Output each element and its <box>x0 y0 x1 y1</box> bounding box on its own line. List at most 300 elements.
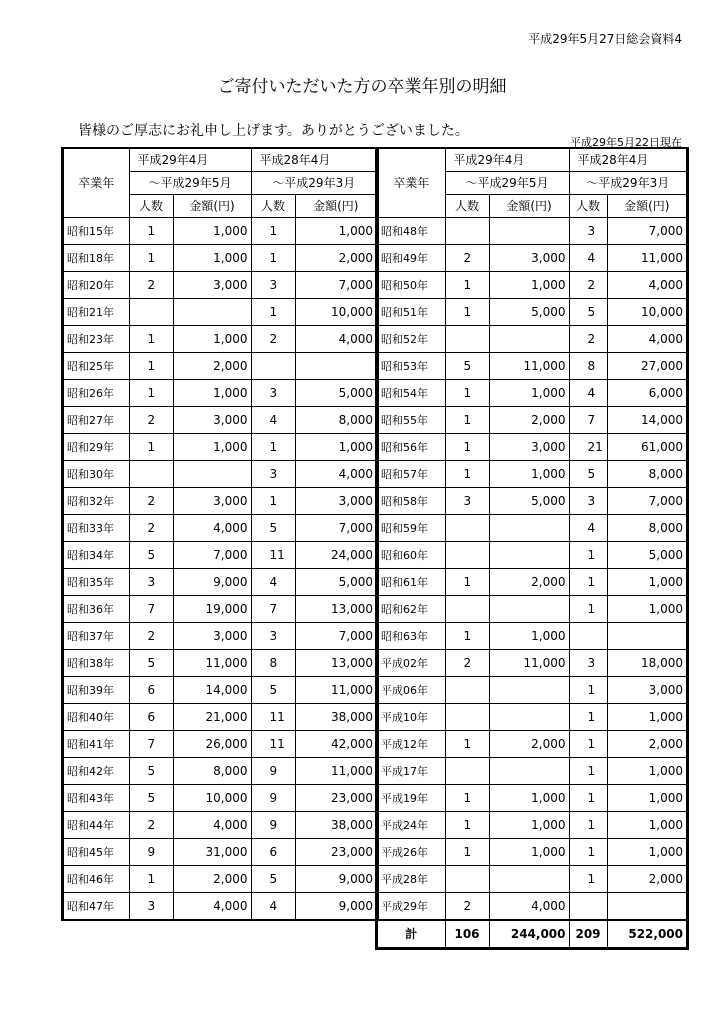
amount-a-cell: 1,000 <box>489 380 569 407</box>
amount-a-cell <box>173 299 251 326</box>
amount-a-cell: 10,000 <box>173 785 251 812</box>
table-row <box>377 272 687 299</box>
year-cell: 昭和33年 <box>63 515 129 542</box>
amount-b-cell: 18,000 <box>607 650 687 677</box>
people-b-cell <box>251 353 295 380</box>
table-row <box>63 542 377 569</box>
people-b-cell: 7 <box>251 596 295 623</box>
people-a-cell <box>129 299 173 326</box>
amount-a-cell <box>489 758 569 785</box>
amount-a-cell: 2,000 <box>489 731 569 758</box>
header-period-a-bottom: ～平成29年5月 <box>129 172 251 195</box>
people-b-cell: 4 <box>569 245 607 272</box>
year-cell: 昭和32年 <box>63 488 129 515</box>
table-row <box>377 758 687 785</box>
people-a-cell: 3 <box>129 893 173 920</box>
amount-a-cell: 3,000 <box>173 272 251 299</box>
year-cell: 平成02年 <box>377 650 445 677</box>
year-cell: 平成17年 <box>377 758 445 785</box>
year-cell: 昭和34年 <box>63 542 129 569</box>
amount-b-cell: 11,000 <box>607 245 687 272</box>
table-row <box>63 272 377 299</box>
amount-a-cell <box>173 461 251 488</box>
table-row <box>377 353 687 380</box>
amount-b-cell: 1,000 <box>607 812 687 839</box>
total-amount-b: 522,000 <box>607 920 687 948</box>
year-cell: 昭和44年 <box>63 812 129 839</box>
year-cell: 昭和29年 <box>63 434 129 461</box>
year-cell: 昭和49年 <box>377 245 445 272</box>
people-b-cell: 11 <box>251 542 295 569</box>
year-cell: 平成28年 <box>377 866 445 893</box>
page-title: ご寄付いただいた方の卒業年別の明細 <box>217 77 507 97</box>
table-row <box>63 461 377 488</box>
header-amount: 金額(円) <box>607 195 687 218</box>
header-period-a-top: 平成29年4月 <box>129 149 251 172</box>
table-row <box>377 785 687 812</box>
year-cell: 昭和54年 <box>377 380 445 407</box>
amount-b-cell: 7,000 <box>295 515 377 542</box>
amount-b-cell: 13,000 <box>295 596 377 623</box>
amount-b-cell: 27,000 <box>607 353 687 380</box>
amount-b-cell: 1,000 <box>607 569 687 596</box>
year-cell: 平成06年 <box>377 677 445 704</box>
people-b-cell: 1 <box>569 731 607 758</box>
people-b-cell: 1 <box>569 866 607 893</box>
amount-b-cell: 4,000 <box>295 326 377 353</box>
amount-a-cell: 1,000 <box>173 434 251 461</box>
amount-b-cell: 23,000 <box>295 839 377 866</box>
people-a-cell: 2 <box>129 407 173 434</box>
amount-b-cell: 4,000 <box>295 461 377 488</box>
amount-a-cell: 26,000 <box>173 731 251 758</box>
amount-b-cell: 4,000 <box>607 326 687 353</box>
amount-a-cell: 1,000 <box>489 785 569 812</box>
people-a-cell: 1 <box>129 353 173 380</box>
amount-a-cell <box>489 866 569 893</box>
people-a-cell <box>445 704 489 731</box>
year-cell: 昭和23年 <box>63 326 129 353</box>
people-b-cell: 3 <box>251 272 295 299</box>
amount-b-cell: 42,000 <box>295 731 377 758</box>
amount-b-cell: 5,000 <box>295 380 377 407</box>
people-b-cell: 5 <box>251 515 295 542</box>
people-a-cell <box>445 542 489 569</box>
amount-a-cell: 4,000 <box>173 893 251 920</box>
people-b-cell: 5 <box>251 677 295 704</box>
table-row <box>377 380 687 407</box>
people-a-cell: 5 <box>445 353 489 380</box>
amount-a-cell: 8,000 <box>173 758 251 785</box>
amount-a-cell: 14,000 <box>173 677 251 704</box>
year-cell: 昭和43年 <box>63 785 129 812</box>
people-a-cell <box>445 218 489 245</box>
year-cell: 昭和47年 <box>63 893 129 920</box>
people-b-cell: 3 <box>251 623 295 650</box>
table-row <box>377 866 687 893</box>
table-row <box>63 866 377 893</box>
amount-b-cell <box>607 623 687 650</box>
header-year: 卒業年 <box>377 172 445 195</box>
year-cell: 昭和25年 <box>63 353 129 380</box>
people-a-cell <box>129 461 173 488</box>
table-row <box>377 299 687 326</box>
table-row <box>63 650 377 677</box>
amount-a-cell: 4,000 <box>173 515 251 542</box>
amount-b-cell: 1,000 <box>607 704 687 731</box>
header-year-blank <box>63 195 129 218</box>
year-cell: 昭和41年 <box>63 731 129 758</box>
people-a-cell: 1 <box>445 434 489 461</box>
header-amount: 金額(円) <box>295 195 377 218</box>
year-cell: 昭和45年 <box>63 839 129 866</box>
people-b-cell: 4 <box>251 893 295 920</box>
amount-a-cell <box>489 326 569 353</box>
people-b-cell: 1 <box>251 434 295 461</box>
header-period-b-bottom: ～平成29年3月 <box>251 172 377 195</box>
people-b-cell: 3 <box>251 380 295 407</box>
amount-a-cell: 3,000 <box>489 245 569 272</box>
people-a-cell: 2 <box>129 272 173 299</box>
table-row <box>63 488 377 515</box>
amount-a-cell: 2,000 <box>489 407 569 434</box>
amount-b-cell <box>607 893 687 921</box>
year-cell: 昭和35年 <box>63 569 129 596</box>
amount-b-cell: 24,000 <box>295 542 377 569</box>
amount-a-cell: 1,000 <box>489 812 569 839</box>
table-row <box>377 650 687 677</box>
header-year: 卒業年 <box>63 172 129 195</box>
table-row <box>377 623 687 650</box>
amount-b-cell: 10,000 <box>295 299 377 326</box>
amount-b-cell: 1,000 <box>607 596 687 623</box>
amount-b-cell: 1,000 <box>295 434 377 461</box>
amount-a-cell: 5,000 <box>489 299 569 326</box>
total-amount-a: 244,000 <box>489 920 569 948</box>
amount-a-cell <box>489 218 569 245</box>
year-cell: 昭和51年 <box>377 299 445 326</box>
amount-a-cell: 1,000 <box>489 839 569 866</box>
year-cell: 昭和42年 <box>63 758 129 785</box>
people-a-cell <box>445 758 489 785</box>
table-row <box>377 326 687 353</box>
donation-table-left <box>62 148 378 920</box>
table-row <box>377 434 687 461</box>
amount-a-cell: 5,000 <box>489 488 569 515</box>
year-cell: 昭和56年 <box>377 434 445 461</box>
amount-b-cell: 7,000 <box>607 488 687 515</box>
people-a-cell: 5 <box>129 785 173 812</box>
amount-b-cell: 7,000 <box>295 272 377 299</box>
table-row <box>63 623 377 650</box>
people-a-cell <box>445 866 489 893</box>
amount-b-cell: 5,000 <box>295 569 377 596</box>
year-cell: 昭和30年 <box>63 461 129 488</box>
amount-b-cell: 1,000 <box>295 218 377 245</box>
table-row <box>377 515 687 542</box>
amount-a-cell: 3,000 <box>173 407 251 434</box>
table-row <box>377 704 687 731</box>
amount-b-cell: 8,000 <box>607 461 687 488</box>
amount-b-cell: 3,000 <box>607 677 687 704</box>
year-cell: 平成29年 <box>377 893 445 921</box>
amount-b-cell: 9,000 <box>295 893 377 920</box>
header-period-a-bottom: ～平成29年5月 <box>445 172 569 195</box>
year-cell: 昭和18年 <box>63 245 129 272</box>
table-row <box>63 839 377 866</box>
people-a-cell: 1 <box>129 380 173 407</box>
year-cell: 昭和55年 <box>377 407 445 434</box>
amount-b-cell: 14,000 <box>607 407 687 434</box>
people-b-cell: 1 <box>251 245 295 272</box>
people-a-cell: 1 <box>445 299 489 326</box>
people-b-cell: 8 <box>251 650 295 677</box>
table-row <box>377 461 687 488</box>
table-row <box>377 731 687 758</box>
amount-b-cell: 6,000 <box>607 380 687 407</box>
table-row <box>377 245 687 272</box>
year-cell: 昭和38年 <box>63 650 129 677</box>
total-people-b: 209 <box>569 920 607 948</box>
table-row <box>63 893 377 920</box>
amount-a-cell: 1,000 <box>489 623 569 650</box>
amount-b-cell: 5,000 <box>607 542 687 569</box>
header-period-b-top: 平成28年4月 <box>569 149 687 172</box>
year-cell: 昭和63年 <box>377 623 445 650</box>
people-b-cell <box>569 623 607 650</box>
header-amount: 金額(円) <box>173 195 251 218</box>
people-a-cell: 2 <box>129 488 173 515</box>
amount-a-cell: 4,000 <box>489 893 569 921</box>
table-row <box>377 218 687 245</box>
people-b-cell: 9 <box>251 812 295 839</box>
year-cell: 昭和26年 <box>63 380 129 407</box>
year-cell: 昭和20年 <box>63 272 129 299</box>
people-b-cell: 9 <box>251 785 295 812</box>
year-cell: 昭和39年 <box>63 677 129 704</box>
header-year-blank <box>63 149 129 172</box>
table-row <box>377 677 687 704</box>
header-people: 人数 <box>251 195 295 218</box>
people-a-cell: 2 <box>129 812 173 839</box>
people-a-cell: 7 <box>129 596 173 623</box>
table-row <box>63 677 377 704</box>
table-row <box>63 596 377 623</box>
amount-b-cell: 38,000 <box>295 812 377 839</box>
table-row <box>63 704 377 731</box>
amount-a-cell: 1,000 <box>489 272 569 299</box>
header-amount: 金額(円) <box>489 195 569 218</box>
amount-a-cell: 1,000 <box>489 461 569 488</box>
table-row <box>63 218 377 245</box>
amount-a-cell: 3,000 <box>173 488 251 515</box>
year-cell: 昭和46年 <box>63 866 129 893</box>
table-row <box>63 245 377 272</box>
year-cell: 平成12年 <box>377 731 445 758</box>
amount-b-cell: 7,000 <box>295 623 377 650</box>
amount-a-cell: 3,000 <box>173 623 251 650</box>
people-b-cell: 11 <box>251 731 295 758</box>
people-b-cell: 3 <box>569 488 607 515</box>
people-b-cell: 5 <box>569 461 607 488</box>
people-a-cell: 1 <box>445 839 489 866</box>
total-row <box>377 920 687 948</box>
people-b-cell: 1 <box>251 218 295 245</box>
year-cell: 平成19年 <box>377 785 445 812</box>
table-row <box>63 731 377 758</box>
amount-b-cell: 61,000 <box>607 434 687 461</box>
year-cell: 昭和57年 <box>377 461 445 488</box>
people-b-cell: 1 <box>251 488 295 515</box>
amount-b-cell: 10,000 <box>607 299 687 326</box>
people-a-cell: 1 <box>445 812 489 839</box>
people-b-cell: 4 <box>569 515 607 542</box>
header-year-blank <box>377 149 445 172</box>
table-row <box>377 839 687 866</box>
year-cell: 昭和59年 <box>377 515 445 542</box>
people-a-cell: 1 <box>445 380 489 407</box>
people-a-cell: 5 <box>129 758 173 785</box>
header-people: 人数 <box>129 195 173 218</box>
total-label: 計 <box>377 920 445 948</box>
people-b-cell: 3 <box>569 650 607 677</box>
thanks-message: 皆様のご厚志にお礼申し上げます。ありがとうございました。 <box>78 123 469 139</box>
as-of-date: 平成29年5月22日現在 <box>570 136 682 149</box>
people-b-cell: 21 <box>569 434 607 461</box>
amount-a-cell: 2,000 <box>489 569 569 596</box>
year-cell: 昭和62年 <box>377 596 445 623</box>
people-a-cell: 2 <box>445 650 489 677</box>
people-a-cell: 2 <box>129 623 173 650</box>
people-b-cell: 4 <box>251 407 295 434</box>
people-b-cell: 7 <box>569 407 607 434</box>
people-b-cell: 11 <box>251 704 295 731</box>
amount-a-cell <box>489 596 569 623</box>
year-cell: 平成24年 <box>377 812 445 839</box>
year-cell: 昭和58年 <box>377 488 445 515</box>
people-b-cell: 5 <box>251 866 295 893</box>
people-b-cell: 9 <box>251 758 295 785</box>
amount-b-cell: 38,000 <box>295 704 377 731</box>
people-b-cell: 6 <box>251 839 295 866</box>
people-a-cell: 1 <box>445 731 489 758</box>
people-b-cell: 1 <box>569 785 607 812</box>
people-b-cell: 1 <box>569 596 607 623</box>
people-a-cell: 3 <box>445 488 489 515</box>
table-row <box>377 569 687 596</box>
amount-a-cell: 19,000 <box>173 596 251 623</box>
people-a-cell: 1 <box>445 569 489 596</box>
people-a-cell: 1 <box>445 785 489 812</box>
people-a-cell: 7 <box>129 731 173 758</box>
header-period-a-top: 平成29年4月 <box>445 149 569 172</box>
people-a-cell: 1 <box>445 407 489 434</box>
table-row <box>377 893 687 921</box>
table-row <box>377 488 687 515</box>
amount-a-cell: 7,000 <box>173 542 251 569</box>
people-a-cell: 6 <box>129 677 173 704</box>
table-row <box>63 353 377 380</box>
amount-a-cell: 1,000 <box>173 245 251 272</box>
amount-a-cell <box>489 677 569 704</box>
people-a-cell: 3 <box>129 569 173 596</box>
table-row <box>63 326 377 353</box>
table-row <box>377 596 687 623</box>
people-a-cell: 1 <box>445 272 489 299</box>
people-a-cell <box>445 677 489 704</box>
year-cell: 昭和48年 <box>377 218 445 245</box>
header-year-blank <box>377 195 445 218</box>
amount-a-cell <box>489 704 569 731</box>
table-row <box>63 299 377 326</box>
people-b-cell: 1 <box>569 812 607 839</box>
table-row <box>63 785 377 812</box>
amount-b-cell: 1,000 <box>607 839 687 866</box>
amount-b-cell: 2,000 <box>295 245 377 272</box>
year-cell: 昭和60年 <box>377 542 445 569</box>
amount-b-cell: 11,000 <box>295 758 377 785</box>
year-cell: 平成10年 <box>377 704 445 731</box>
table-row <box>63 434 377 461</box>
people-b-cell: 1 <box>251 299 295 326</box>
amount-a-cell: 21,000 <box>173 704 251 731</box>
header-period-b-top: 平成28年4月 <box>251 149 377 172</box>
amount-b-cell: 3,000 <box>295 488 377 515</box>
people-b-cell: 1 <box>569 542 607 569</box>
amount-a-cell: 11,000 <box>489 650 569 677</box>
amount-a-cell: 1,000 <box>173 326 251 353</box>
amount-b-cell: 1,000 <box>607 758 687 785</box>
table-row <box>63 758 377 785</box>
total-people-a: 106 <box>445 920 489 948</box>
donation-table-right <box>376 148 688 949</box>
year-cell: 昭和21年 <box>63 299 129 326</box>
amount-a-cell: 1,000 <box>173 380 251 407</box>
year-cell: 昭和37年 <box>63 623 129 650</box>
people-a-cell <box>445 515 489 542</box>
people-a-cell: 1 <box>445 623 489 650</box>
year-cell: 昭和40年 <box>63 704 129 731</box>
amount-b-cell: 8,000 <box>295 407 377 434</box>
amount-b-cell: 11,000 <box>295 677 377 704</box>
amount-a-cell: 3,000 <box>489 434 569 461</box>
table-row <box>63 407 377 434</box>
people-a-cell: 1 <box>129 866 173 893</box>
amount-b-cell: 2,000 <box>607 731 687 758</box>
amount-b-cell: 8,000 <box>607 515 687 542</box>
table-row <box>377 812 687 839</box>
amount-a-cell: 11,000 <box>489 353 569 380</box>
amount-a-cell <box>489 515 569 542</box>
people-a-cell: 1 <box>445 461 489 488</box>
header-people: 人数 <box>569 195 607 218</box>
table-row <box>377 542 687 569</box>
amount-b-cell: 9,000 <box>295 866 377 893</box>
table-row <box>63 569 377 596</box>
table-row <box>63 380 377 407</box>
people-b-cell <box>569 893 607 921</box>
year-cell: 昭和36年 <box>63 596 129 623</box>
people-a-cell <box>445 326 489 353</box>
amount-b-cell: 7,000 <box>607 218 687 245</box>
amount-b-cell: 4,000 <box>607 272 687 299</box>
amount-a-cell: 4,000 <box>173 812 251 839</box>
year-cell: 昭和52年 <box>377 326 445 353</box>
amount-a-cell: 2,000 <box>173 866 251 893</box>
year-cell: 平成26年 <box>377 839 445 866</box>
people-a-cell: 1 <box>129 434 173 461</box>
amount-a-cell: 1,000 <box>173 218 251 245</box>
